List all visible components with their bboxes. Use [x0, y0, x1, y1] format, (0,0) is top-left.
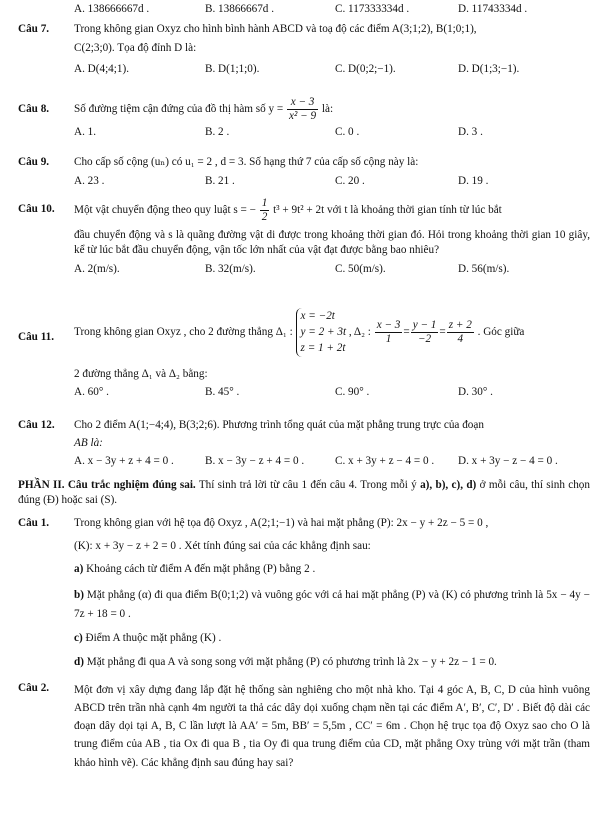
option-d: D. x + 3y − z − 4 = 0 . [458, 455, 558, 468]
option-a: A. 2(m/s). [74, 263, 120, 276]
option-a: A. 23 . [74, 175, 105, 188]
statement-label: d) [74, 656, 84, 669]
numerator: z + 2 [448, 318, 472, 331]
numerator: y − 1 [412, 318, 437, 331]
question-text-end: là: [321, 102, 334, 115]
option-d: D. 56(m/s). [458, 263, 510, 276]
denominator: 2 [261, 210, 268, 223]
question-7 [18, 22, 590, 79]
option-d: D. 3 . [458, 125, 483, 138]
numerator: 1 [261, 197, 268, 209]
option-c: C. D(0;2;−1). [335, 63, 396, 76]
question-text: Trong không gian với hệ tọa độ Oxyz , A(2;1;−1) và hai mặt phẳng (P): 2x − y + 2z − 5 = 0 , [74, 517, 489, 529]
question-label: Câu 7. [18, 23, 50, 35]
question-12 [18, 418, 590, 471]
option-a: A. 138666667d . [74, 3, 150, 15]
numerator: x − 3 [376, 318, 401, 331]
part-2-heading [18, 478, 590, 508]
question-text: Trong không gian Oxyz , cho 2 đường thẳng Δ₁ : [74, 325, 293, 338]
statement-text: Mặt phẳng đi qua A và song song với mặt phẳng (P) có phương trình là 2x − y + 2z − 1 = 0. [86, 656, 497, 669]
question-text: Số đường tiệm cận đứng của đồ thị hàm số y = [74, 102, 284, 115]
option-c: C. 50(m/s). [335, 263, 386, 276]
fraction [260, 197, 270, 224]
statement-text: Khoảng cách từ điểm A đến mặt phẳng (P) bằng 2 . [86, 563, 316, 576]
question-label: Câu 2. [18, 682, 50, 694]
question-label: Câu 9. [18, 156, 50, 168]
question-text: Cho 2 điểm A(1;−4;4), B(3;2;6). Phương trình tổng quát của mặt phẳng trung trực của đoạn [74, 419, 484, 431]
question-11: Câu 11. Trong không gian Oxyz , cho 2 đường thẳng Δ₁ : x = −2t y = 2 + 3t z = 1 + 2t , Δ₂ : $\frac{x - 3}{1}$ = $\frac{y - 1}{-2}$ = $\frac{z + 2}{4}$ . Góc giữa 2 đường thẳng Δ₁ và Δ₂ bằng: A. 60° . B. 45° . C. 90° . D. 30° . [18, 308, 590, 402]
statement-label: b) [74, 588, 84, 601]
option-b: B. D(1;1;0). [205, 63, 260, 76]
option-b: B. 32(m/s). [205, 263, 256, 276]
prev-question-options [18, 2, 590, 19]
statement-c [74, 631, 590, 646]
question-text: Cho cấp số cộng (uₙ) có u₁ = 2 , d = 3. Số hạng thứ 7 của cấp số cộng này là: [74, 156, 419, 168]
question-text-2: C(2;3;0). Tọa độ đỉnh D là: [74, 42, 197, 55]
denominator: −2 [417, 332, 432, 345]
option-b: B. 45° . [205, 385, 240, 398]
question-text-cont: t³ + 9t² + 2t với t là khoảng thời gian tính từ lúc bắt [273, 203, 502, 216]
statement-label: c) [74, 631, 83, 644]
fraction [287, 96, 318, 123]
part-marks: a), b), c), d) [420, 479, 477, 491]
option-c: C. 20 . [335, 175, 365, 188]
statement-text: Mặt phẳng (α) đi qua điểm B(0;1;2) và vuông góc với cả hai mặt phẳng (P) và (K) có phương trình là 5x − 4y − 7z + 18 = 0 . [74, 588, 590, 621]
option-a: A. x − 3y + z + 4 = 0 . [74, 455, 174, 468]
equation-y: y = 2 + 3t [300, 326, 347, 339]
question-text-end: . Góc giữa [477, 325, 525, 338]
statement-b [74, 586, 590, 625]
question-text: Một đơn vị xây dựng đang lắp đặt hệ thống sàn nghiêng cho một nhà kho. Tại 4 góc A, B, C, D của hình vuông ABCD trên trần nhà cạnh 4m người ta thả các dây dọi xuống chạm nền tại các điểm A′, B′, C′, D′ . Biết độ dài các đoạn dây dọi tại A, B, C lần lượt là AA′ = 5m, BB′ = 5,5m , CC′ = 6m . Chọn hệ trục tọa độ Oxyz sao cho O là trung điểm của AB , tia Ox đi qua B , tia Oy đi qua trung điểm của CD, mặt phẳng Oxy trùng với mặt trần (tham khảo hình vẽ). Các khẳng định sau đúng hay sai? [74, 684, 590, 769]
option-b: B. 2 . [205, 125, 230, 138]
option-c: C. x + 3y + z − 4 = 0 . [335, 455, 435, 468]
statement-d [74, 655, 590, 670]
equation-system [296, 308, 347, 357]
true-false-question-1 [18, 516, 590, 670]
option-a: A. 60° . [74, 385, 109, 398]
statement-label: a) [74, 563, 84, 576]
option-d: D. 30° . [458, 385, 493, 398]
question-10 [18, 197, 590, 279]
question-text-2: 2 đường thẳng Δ₁ và Δ₂ bằng: [74, 367, 208, 380]
question-8 [18, 96, 590, 142]
question-label: Câu 1. [18, 517, 50, 529]
part-title: PHẦN II. Câu trắc nghiệm đúng sai. [18, 479, 196, 491]
question-text-2: (K): x + 3y − z + 2 = 0 . Xét tính đúng sai của các khẳng định sau: [74, 540, 371, 553]
question-label: Câu 11. [18, 331, 55, 343]
option-d: D. D(1;3;−1). [458, 63, 520, 76]
question-text-2: AB là: [74, 437, 103, 450]
option-d: D. 19 . [458, 175, 489, 188]
question-label: Câu 12. [18, 419, 55, 431]
option-c: C. 117333334d . [335, 3, 410, 15]
question-text-cont: , Δ₂ : [348, 325, 371, 338]
numerator: x − 3 [287, 96, 318, 110]
option-a: A. 1. [74, 125, 97, 138]
true-false-question-2 [18, 681, 590, 772]
question-9 [18, 155, 590, 191]
option-d: D. 11743334d . [458, 3, 528, 15]
fraction-y [411, 319, 439, 346]
question-text: Một vật chuyển động theo quy luật s = − [74, 203, 256, 216]
denominator: 4 [457, 332, 464, 345]
option-c: C. 90° . [335, 385, 370, 398]
fraction-x [375, 319, 403, 346]
option-b: B. x − 3y − z + 4 = 0 . [205, 455, 305, 468]
question-text: Trong không gian Oxyz cho hình bình hành ABCD và toạ độ các điểm A(3;1;2), B(1;0;1), [74, 23, 477, 35]
option-a: A. D(4;4;1). [74, 63, 129, 76]
question-label: Câu 8. [18, 103, 50, 115]
question-text-2: đầu chuyển động và s là quãng đường vật di được trong khoảng thời gian đó. Hỏi trong khoảng thời gian 10 giây, kể từ lúc bắt đầu chuyển động, vận tốc lớn nhất của vật đạt được bằng bao nhiêu? [74, 228, 590, 256]
fraction-z [447, 319, 474, 346]
option-b: B. 21 . [205, 175, 235, 188]
statement-a [74, 562, 590, 577]
statement-text: Điểm A thuộc mặt phẳng (K) . [85, 631, 222, 644]
equation-z: z = 1 + 2t [300, 342, 346, 355]
question-label: Câu 10. [18, 203, 55, 215]
equation-x: x = −2t [300, 310, 335, 322]
part-instructions-2: ở mỗi câu, thí sinh chọn đúng (Đ) hoặc sai (S). [18, 479, 590, 507]
option-b: B. 13866667d . [205, 3, 274, 15]
option-c: C. 0 . [335, 125, 360, 138]
denominator: x² − 9 [289, 109, 317, 122]
part-instructions: Thí sinh trả lời từ câu 1 đến câu 4. Trong mỗi ý [195, 479, 421, 491]
denominator: 1 [385, 332, 392, 345]
